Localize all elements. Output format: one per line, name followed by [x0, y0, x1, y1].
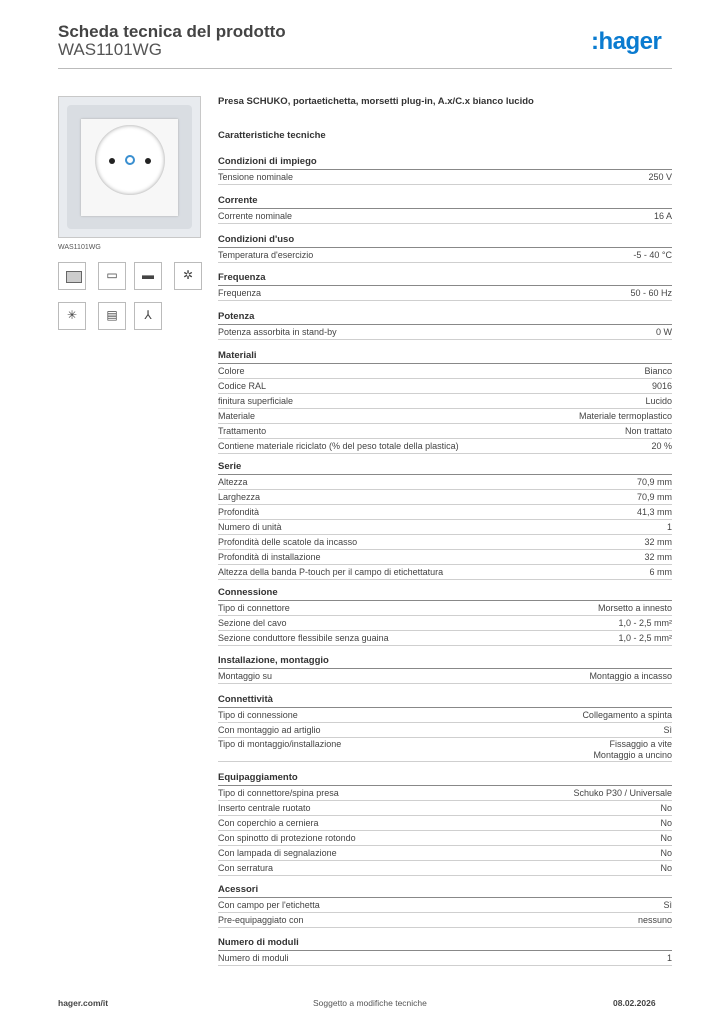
- pin-hole-right: [145, 158, 151, 164]
- spec-value: [652, 379, 672, 393]
- claw-mounting-icon: ✳: [58, 302, 86, 330]
- spec-row: [218, 738, 672, 762]
- spec-value: [660, 816, 672, 830]
- spec-value-text: Bianco: [644, 366, 672, 376]
- spec-row: [218, 708, 672, 723]
- spec-value: [633, 248, 672, 262]
- spec-value: [582, 708, 672, 722]
- spec-row: [218, 861, 672, 876]
- spec-value-text: 0 W: [655, 327, 672, 337]
- spec-label: Tipo di montaggio/installazione: [218, 739, 342, 749]
- spec-value: [618, 631, 672, 645]
- spec-label: Numero di moduli: [218, 953, 289, 963]
- spec-value: [593, 739, 672, 761]
- spec-label: Altezza della banda P-touch per il campo di etichettatura: [218, 567, 444, 577]
- spec-section: [218, 272, 672, 301]
- spec-label: Altezza: [218, 477, 248, 487]
- plug-in-terminal-icon: ▭: [98, 262, 126, 290]
- spec-value-text: Sì: [663, 725, 672, 735]
- spec-row: [218, 379, 672, 394]
- spec-label: Corrente nominale: [218, 211, 293, 221]
- spec-label: Con serratura: [218, 863, 274, 873]
- spec-row: [218, 846, 672, 861]
- spec-value: [667, 520, 672, 534]
- spec-label: Montaggio su: [218, 671, 273, 681]
- spec-label: Pre-equipaggiato con: [218, 915, 304, 925]
- spec-label: Potenza assorbita in stand-by: [218, 327, 337, 337]
- spec-value: [651, 439, 672, 453]
- spec-value-text: Lucido: [645, 396, 672, 406]
- spec-row: [218, 364, 672, 379]
- spec-label: Trattamento: [218, 426, 267, 436]
- spec-value: [660, 801, 672, 815]
- spec-value-text: 32 mm: [644, 537, 672, 547]
- spec-row: [218, 170, 672, 185]
- spec-label: Temperatura d'esercizio: [218, 250, 314, 260]
- section-title: Condizioni di impiego: [218, 156, 672, 170]
- spec-label: Tensione nominale: [218, 172, 294, 182]
- spec-value: [625, 424, 672, 438]
- socket-outlet: [95, 125, 165, 195]
- spec-value: [644, 550, 672, 564]
- section-title: Installazione, montaggio: [218, 655, 672, 669]
- spec-section: [218, 694, 672, 762]
- spec-label: Sezione del cavo: [218, 618, 287, 628]
- spec-section: [218, 156, 672, 185]
- spec-label: Con lampada di segnalazione: [218, 848, 337, 858]
- spec-label: Profondità delle scatole da incasso: [218, 537, 358, 547]
- spec-row: [218, 439, 672, 454]
- spec-value: [663, 723, 672, 737]
- spec-row: [218, 601, 672, 616]
- spec-row: [218, 913, 672, 928]
- spec-value: [660, 846, 672, 860]
- section-title: Materiali: [218, 350, 672, 364]
- spec-value: [638, 913, 672, 927]
- spec-row: [218, 394, 672, 409]
- spec-value: [648, 170, 672, 184]
- spec-section: [218, 937, 672, 966]
- spec-row: [218, 409, 672, 424]
- flush-mount-icon: ▤: [98, 302, 126, 330]
- spec-label: Codice RAL: [218, 381, 267, 391]
- spec-row: [218, 550, 672, 565]
- spec-value: [656, 325, 672, 339]
- socket-symbol-icon: ⅄: [134, 302, 162, 330]
- label-field-icon: [58, 262, 86, 290]
- spec-value-text: No: [660, 803, 672, 813]
- spec-section: [218, 587, 672, 646]
- spec-value-text: Collegamento a spinta: [582, 710, 672, 720]
- spec-label: Frequenza: [218, 288, 262, 298]
- spec-value-text: 1,0 - 2,5 mm²: [618, 618, 672, 628]
- spec-value-text: 1: [666, 953, 672, 963]
- spec-row: [218, 631, 672, 646]
- spec-value: [618, 616, 672, 630]
- spec-label: Sezione conduttore flessibile senza guaina: [218, 633, 389, 643]
- spec-value: [579, 409, 672, 423]
- spec-value-text: 6 mm: [649, 567, 672, 577]
- spec-row: [218, 209, 672, 224]
- spec-value-text: Materiale termoplastico: [578, 411, 672, 421]
- spec-section: [218, 311, 672, 340]
- spec-value-text: 9016: [651, 381, 672, 391]
- section-title: Acessori: [218, 884, 672, 898]
- spec-row: [218, 424, 672, 439]
- spec-label: Larghezza: [218, 492, 261, 502]
- spec-row: [218, 723, 672, 738]
- spec-value-text: Fissaggio a vite: [609, 739, 672, 749]
- spec-label: Con coperchio a cerniera: [218, 818, 319, 828]
- footer-date: 08.02.2026: [613, 998, 656, 1008]
- spec-value: [645, 394, 672, 408]
- spec-label: Con spinotto di protezione rotondo: [218, 833, 356, 843]
- spec-row: [218, 801, 672, 816]
- screw-fixing-icon: ✲: [174, 262, 202, 290]
- header-divider: [58, 68, 672, 69]
- image-caption: WAS1101WG: [58, 244, 101, 251]
- spec-value: [637, 505, 672, 519]
- section-title: Corrente: [218, 195, 672, 209]
- spec-section: [218, 195, 672, 224]
- spec-row: [218, 816, 672, 831]
- spec-value-text: 32 mm: [644, 552, 672, 562]
- spec-value: [630, 286, 672, 300]
- spec-label: Tipo di connettore/spina presa: [218, 788, 339, 798]
- spec-label: Tipo di connettore: [218, 603, 290, 613]
- spec-section: [218, 350, 672, 454]
- spec-label: Con montaggio ad artiglio: [218, 725, 321, 735]
- spec-row: [218, 951, 672, 966]
- spec-value: [589, 669, 672, 683]
- section-title: Equipaggiamento: [218, 772, 672, 786]
- section-title: Potenza: [218, 311, 672, 325]
- spec-value: [644, 364, 672, 378]
- spec-value-text: 41,3 mm: [636, 507, 672, 517]
- spec-row: [218, 248, 672, 263]
- spec-value-text: 70,9 mm: [636, 492, 672, 502]
- spec-value: [573, 786, 672, 800]
- footer-note: Soggetto a modifiche tecniche: [313, 998, 427, 1008]
- spec-value: [637, 490, 672, 504]
- spec-value-text: Sì: [663, 900, 672, 910]
- spec-label: Con campo per l'etichetta: [218, 900, 320, 910]
- center-screw: [125, 155, 135, 165]
- spec-section: [218, 655, 672, 684]
- spec-row: [218, 286, 672, 301]
- section-title: Serie: [218, 461, 672, 475]
- spec-label: Profondità: [218, 507, 260, 517]
- spec-value: [660, 831, 672, 845]
- spec-row: [218, 490, 672, 505]
- section-title: Numero di moduli: [218, 937, 672, 951]
- spec-section: [218, 461, 672, 580]
- section-title: Frequenza: [218, 272, 672, 286]
- spec-value: [654, 209, 672, 223]
- spec-label: Numero di unità: [218, 522, 282, 532]
- pin-hole-left: [109, 158, 115, 164]
- spec-row: [218, 325, 672, 340]
- spec-value: [650, 565, 673, 579]
- spec-section: [218, 884, 672, 928]
- spec-row: [218, 831, 672, 846]
- spec-label: Colore: [218, 366, 245, 376]
- product-image: [58, 96, 201, 238]
- spec-row: [218, 520, 672, 535]
- spec-value-text: 1: [666, 522, 672, 532]
- spec-row: [218, 786, 672, 801]
- spec-value-text: 1,0 - 2,5 mm²: [618, 633, 672, 643]
- spec-row: [218, 616, 672, 631]
- section-title: Connettività: [218, 694, 672, 708]
- spec-value-text: Non trattato: [624, 426, 672, 436]
- spec-value-text: 50 - 60 Hz: [630, 288, 672, 298]
- spec-value-text: -5 - 40 °C: [633, 250, 672, 260]
- spec-value: [660, 861, 672, 875]
- spec-label: finitura superficiale: [218, 396, 294, 406]
- spec-section: [218, 234, 672, 263]
- product-code: WAS1101WG: [58, 40, 162, 59]
- product-description: Presa SCHUKO, portaetichetta, morsetti plug-in, A.x/C.x bianco lucido: [218, 96, 534, 107]
- spec-value-text: No: [660, 833, 672, 843]
- spec-value: [663, 898, 672, 912]
- spec-value-text: 20 %: [651, 441, 672, 451]
- spec-value: [598, 601, 672, 615]
- section-title: Condizioni d'uso: [218, 234, 672, 248]
- spec-value-text: Morsetto a innesto: [597, 603, 672, 613]
- spec-value-text: 70,9 mm: [636, 477, 672, 487]
- spec-value-text: No: [660, 863, 672, 873]
- section-title: Connessione: [218, 587, 672, 601]
- spec-row: [218, 565, 672, 580]
- spec-row: [218, 535, 672, 550]
- spec-label: Inserto centrale ruotato: [218, 803, 311, 813]
- spec-label: Materiale: [218, 411, 256, 421]
- spec-section: [218, 772, 672, 876]
- hager-logo: :hager: [591, 28, 662, 55]
- spec-value-text: No: [660, 818, 672, 828]
- spec-value: [644, 535, 672, 549]
- spec-label: Tipo di connessione: [218, 710, 298, 720]
- footer-website: hager.com/it: [58, 998, 109, 1008]
- spec-label: Profondità di installazione: [218, 552, 321, 562]
- terminal-icon: ▬: [134, 262, 162, 290]
- spec-value-text: 250 V: [648, 172, 672, 182]
- spec-value-text: Montaggio a incasso: [589, 671, 672, 681]
- spec-value-text: nessuno: [637, 915, 672, 925]
- spec-value-text-2: Montaggio a uncino: [593, 750, 672, 760]
- spec-row: [218, 669, 672, 684]
- spec-value-text: No: [660, 848, 672, 858]
- spec-row: [218, 475, 672, 490]
- spec-value-text: Schuko P30 / Universale: [573, 788, 672, 798]
- spec-label: Contiene materiale riciclato (% del peso totale della plastica): [218, 441, 459, 451]
- spec-value: [637, 475, 672, 489]
- spec-value: [667, 951, 672, 965]
- technical-characteristics-title: Caratteristiche tecniche: [218, 130, 326, 141]
- page-title: Scheda tecnica del prodotto: [58, 22, 286, 41]
- spec-row: [218, 898, 672, 913]
- spec-row: [218, 505, 672, 520]
- spec-value-text: 16 A: [653, 211, 672, 221]
